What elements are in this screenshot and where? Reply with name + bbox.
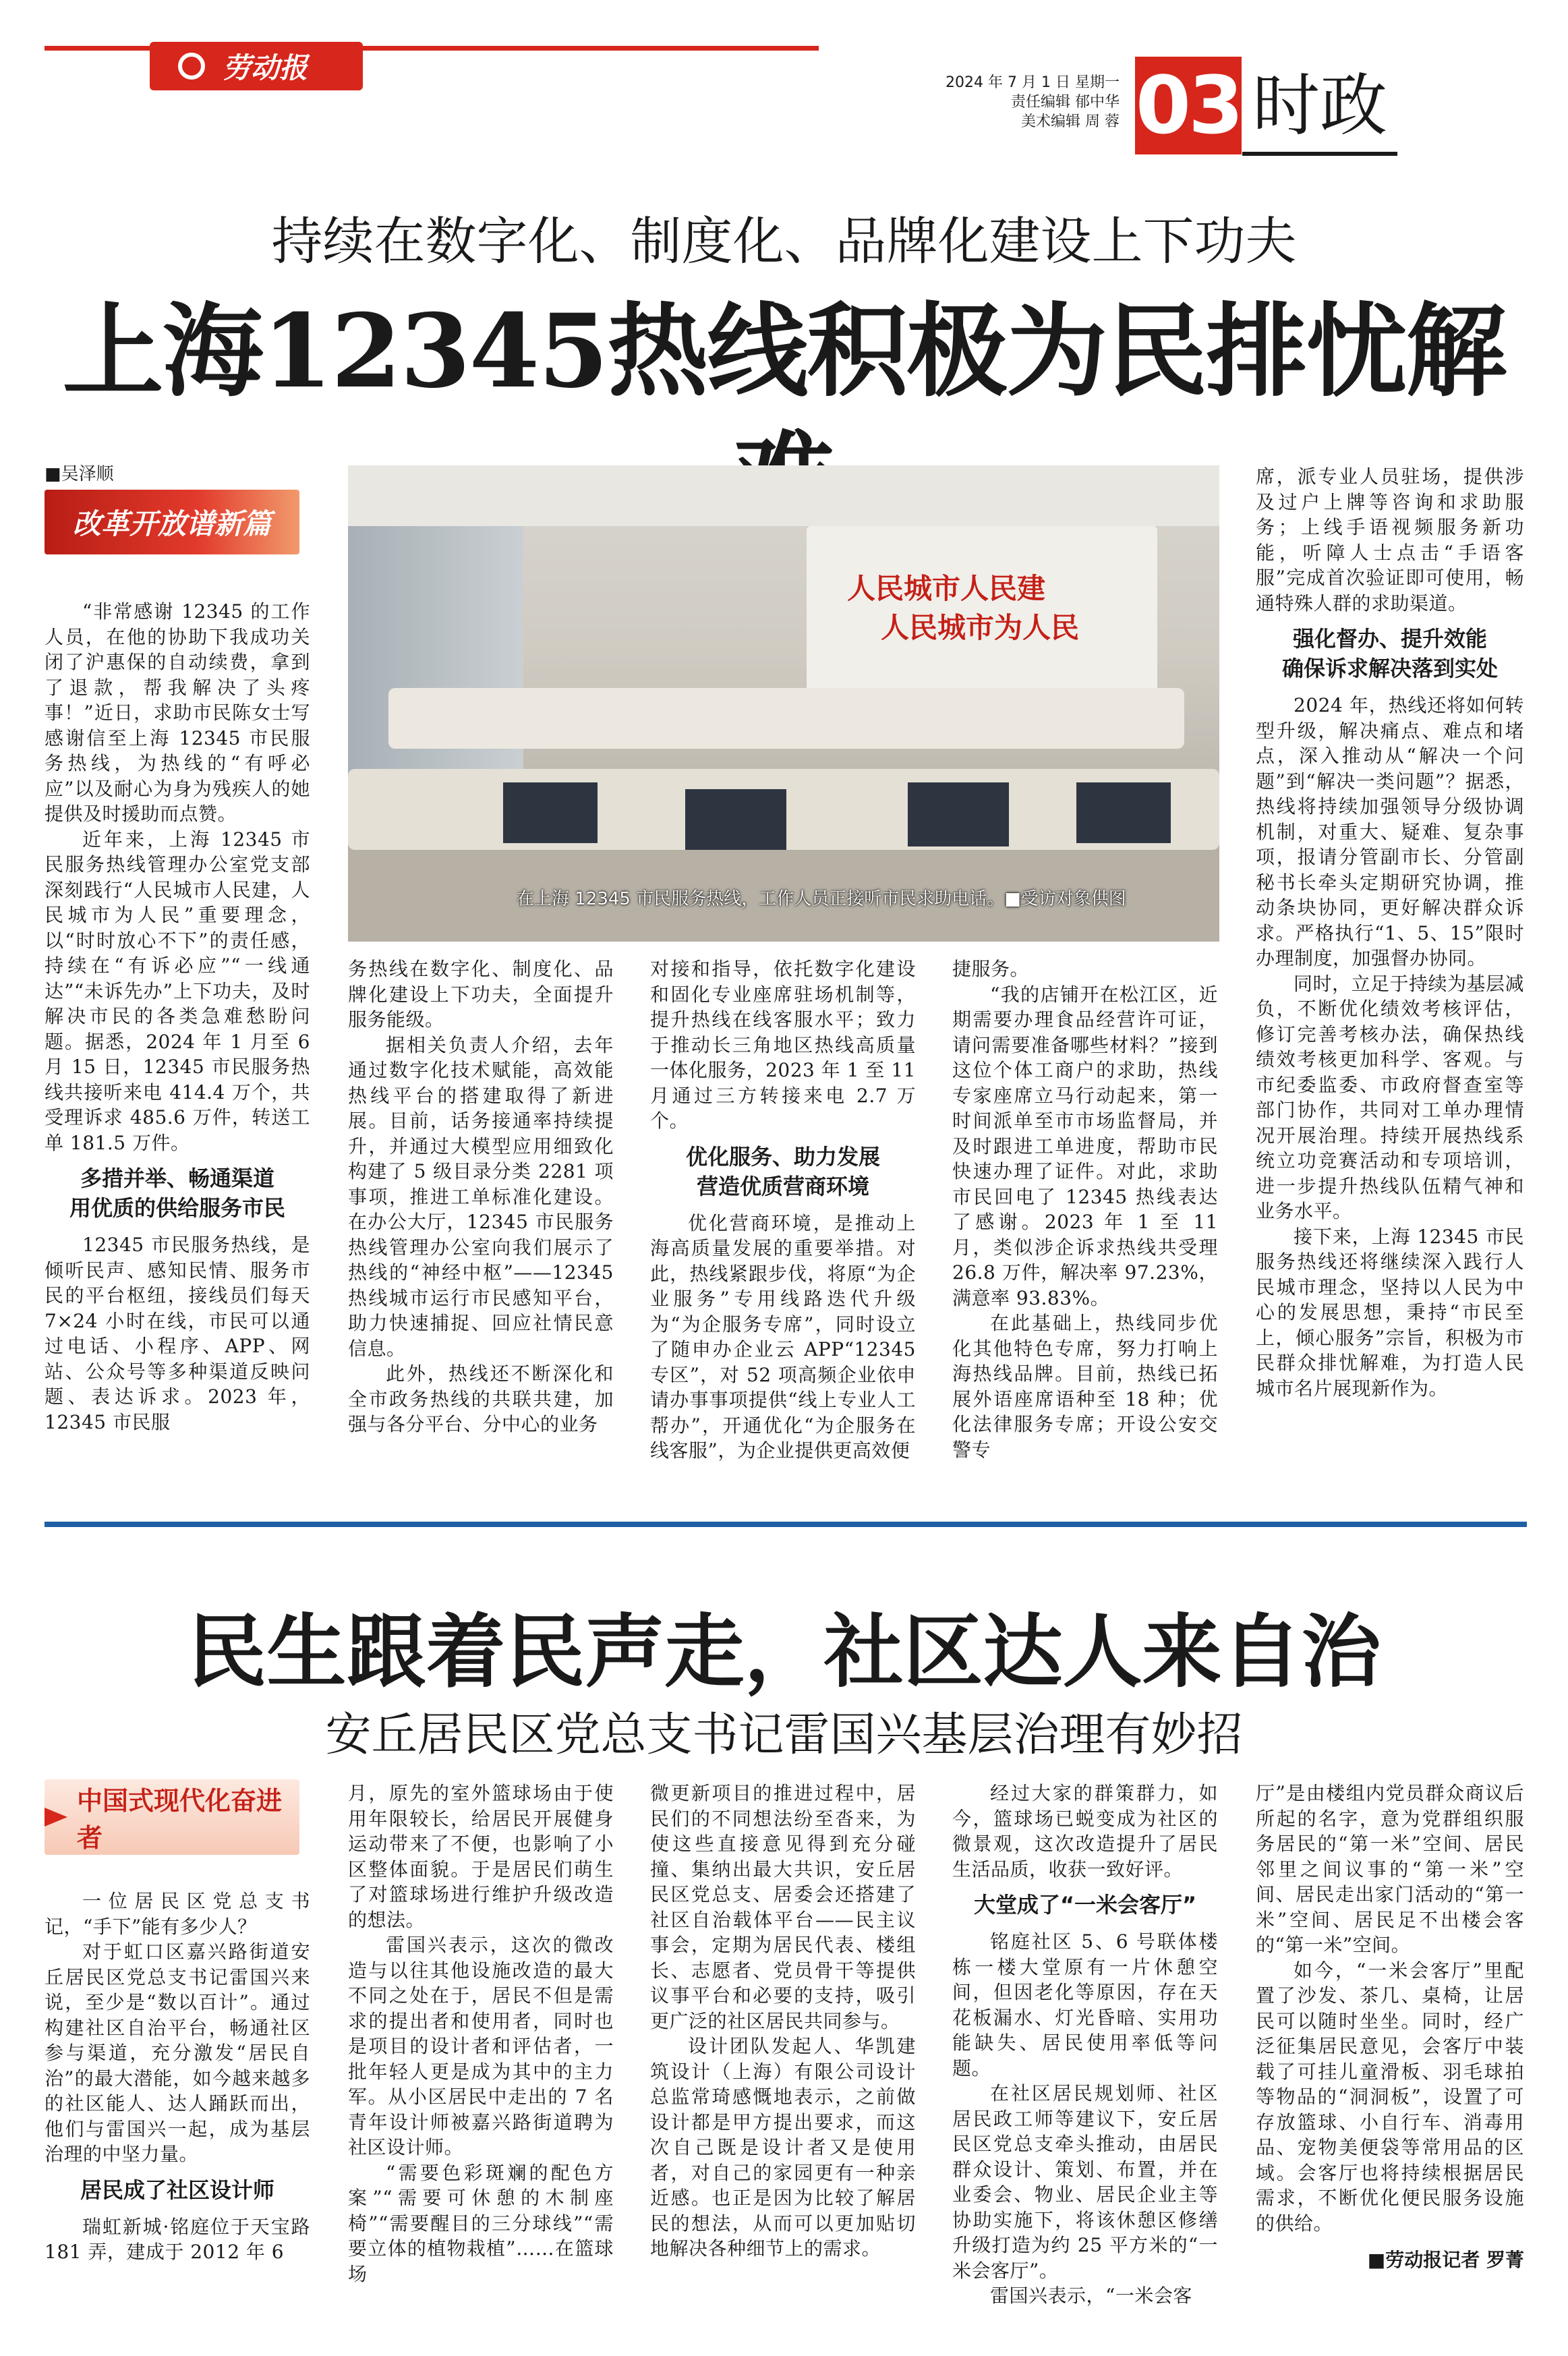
paragraph: 此外，热线还不断深化和全市政务热线的共联共建，加强与各分平台、分中心的业务: [348, 1362, 614, 1435]
photo-caption: 在上海 12345 市民服务热线，工作人员正接听市民求助电话。■受访对象供图: [517, 889, 1126, 909]
section-subhead: 多措并举、畅通渠道 用优质的供给服务市民: [69, 1166, 285, 1221]
paragraph: 月，原先的室外篮球场由于使用年限较长，给居民开展健身运动带来了不便，也影响了小区整体面貌。于是居民们萌生了对篮球场进行维护升级改造的想法。: [348, 1782, 614, 1931]
ceiling: [348, 465, 1219, 526]
paragraph: 雷国兴表示，“一米会客: [990, 2285, 1192, 2307]
slogan-line-2: 人民城市为人民: [881, 611, 1080, 644]
page-number: 03: [1135, 57, 1242, 154]
article1-column-2: [348, 956, 614, 1437]
section-subhead: 优化服务、助力发展 营造优质营商环境: [685, 1143, 880, 1199]
article2-subheadline: 安丘居民区党总支书记雷国兴基层治理有妙招: [325, 1708, 1243, 1762]
paragraph: “需要色彩斑斓的配色方案”“需要可休憩的木制座椅”“需要醒目的三分球线”“需要立体的植物栽植”……在篮球场: [348, 2161, 614, 2285]
column-badge-reform-label: 改革开放谱新篇: [72, 507, 271, 540]
paragraph: “我的店铺开在松江区，近期需要办理食品经营许可证，请问需要准备哪些材料？”接到这位个体工商户的求助，热线专家座席立马行动起来，第一时间派单至市市场监督局，并及时跟进工单进度，帮助市民快速办理了证件。对此，求助市民回电了 12345 热线表达了感谢。2023 年 1 至 11 月，类似涉企诉求热线共受理 26.8 万件，解决率 97.23%，满意率 93.83%。: [952, 983, 1218, 1309]
article1-byline: ■吴泽顺: [45, 464, 114, 484]
article2-column-5: [1256, 1781, 1524, 2272]
paragraph: 捷服务。: [952, 958, 1030, 980]
paragraph: 设计团队发起人、华凯建筑设计（上海）有限公司设计总监常琦感慨地表示，之前做设计都是甲方提出要求，而这次自己既是设计者又是使用者，对自己的家园更有一种亲近感。也正是因为比较了解居民的想法，从而可以更加贴切地解决各种细节上的需求。: [650, 2035, 916, 2260]
article1-column-4: [952, 956, 1218, 1462]
article1-column-1: [45, 599, 310, 1435]
section-subhead: 大堂成了“一米会客厅”: [973, 1892, 1197, 1918]
article-divider: [45, 1522, 1527, 1527]
editor-credit: 责任编辑 郁中华: [1011, 94, 1120, 111]
logo-icon: [178, 53, 205, 80]
logo-text: 劳动报: [223, 51, 308, 84]
paragraph: “非常感谢 12345 的工作人员，在他的协助下我成功关闭了沪惠保的自动续费，拿到了退款，帮我解决了头疼事！”近日，求助市民陈女士写感谢信至上海 12345 市民服务热线，为热线的“有呼必应”以及耐心为身为残疾人的她提供及时援助而点赞。: [45, 600, 310, 825]
article1-headline: 上海12345热线积极为民排忧解: [62, 292, 1506, 411]
article2-column-3: [650, 1781, 916, 2262]
paragraph: 在社区居民规划师、社区居民政工师等建议下，安丘居民区党总支牵头推动，由居民群众设计、策划、布置，并在业委会、物业、居民企业主等协助实施下，将该休憩区修缮升级打造为约 25 平方米的“一米会客厅”。: [952, 2082, 1218, 2282]
paragraph: 瑞虹新城·铭庭位于天宝路 181 弄，建成于 2012 年 6: [45, 2215, 310, 2263]
article2-column-1: [45, 1889, 310, 2265]
monitor-1: [503, 782, 598, 843]
paragraph: 微更新项目的推进过程中，居民们的不同想法纷至沓来，为使这些直接意见得到充分碰撞、集纳出最大共识，安丘居民区党总支、居委会还搭建了社区自治载体平台——民主议事会，定期为居民代表、楼组长、志愿者、党员骨干等提供议事平台和必要的支持，吸引更广泛的社区居民共同参与。: [650, 1782, 916, 2032]
paragraph: 对于虹口区嘉兴路街道安丘居民区党总支书记雷国兴来说，至少是“数以百计”。通过构建社区自治平台，畅通社区参与渠道，充分激发“居民自治”的最大潜能，如今越来越多的社区能人、达人踊跃而出，他们与雷国兴一起，成为基层治理的中坚力量。: [45, 1941, 310, 2165]
paragraph: 铭庭社区 5、6 号联体楼栋一楼大堂原有一片休憩空间，但因老化等原因，存在天花板漏水、灯光昏暗、实用功能缺失、居民使用率低等问题。: [952, 1930, 1218, 2079]
paragraph: 席，派专业人员驻场，提供涉及过户上牌等咨询和求助服务；上线手语视频服务新功能，听障人士点击“手语客服”完成首次验证即可使用，畅通特殊人群的求助渠道。: [1256, 465, 1524, 614]
slogan-line-1: 人民城市人民建: [847, 572, 1046, 605]
column-badge-modernization: [45, 1779, 299, 1855]
article2-headline: 民生跟着民声走，社区达人来自治: [187, 1605, 1381, 1698]
masthead-info: [917, 73, 1120, 132]
workstation-row-1: [388, 688, 1184, 749]
paragraph: 在此基础上，热线同步优化其他特色专席，努力打响上海热线品牌。目前，热线已拓展外语座席语种至 18 种；优化法律服务专席；开设公安交警专: [952, 1312, 1218, 1461]
column-badge-modernization-label: 中国式现代化奋进者: [77, 1786, 283, 1853]
paragraph: 务热线在数字化、制度化、品牌化建设上下功夫，全面提升服务能级。: [348, 958, 614, 1031]
window-wall: [348, 526, 523, 809]
column-badge-reform: [45, 490, 299, 554]
art-editor-credit: 美术编辑 周 蓉: [1021, 113, 1120, 130]
paragraph: 一位居民区党总支书记，“手下”能有多少人？: [45, 1890, 310, 1938]
paragraph: 接下来，上海 12345 市民服务热线还将继续深入践行人民城市理念，坚持以人民为中心的发展思想，秉持“市民至上，倾心服务”宗旨，积极为市民群众排忧解难，为打造人民城市名片展现新作为。: [1256, 1225, 1524, 1400]
paragraph: 如今，“一米会客厅”里配置了沙发、茶几、桌椅，让居民可以随时坐坐。同时，经广泛征集居民意见，会客厅中装载了可挂儿童滑板、羽毛球拍等物品的“洞洞板”，设置了可存放篮球、小自行车、消毒用品、宠物美便袋等常用品的区域。会客厅也将持续根据居民需求，不断优化便民服务设施的供给。: [1256, 1959, 1524, 2235]
article1-kicker: 持续在数字化、制度化、品牌化建设上下功夫: [271, 211, 1297, 271]
paragraph: 对接和指导，依托数字化建设和固化专业座席驻场机制等，提升热线在线客服水平；致力于推动长三角地区热线高质量一体化服务，2023 年 1 至 11 月通过三方转接来电 2.7 万个。: [650, 958, 916, 1132]
masthead-rule: [1242, 152, 1397, 156]
flag-icon: [45, 1808, 67, 1827]
article1-column-3: [650, 956, 916, 1464]
section-subhead: 强化督办、提升效能 确保诉求解决落到实处: [1281, 626, 1498, 681]
article1-column-5: [1256, 464, 1524, 1401]
paragraph: 同时，立足于持续为基层减负，不断优化绩效考核评估，修订完善考核办法，确保热线绩效考核更加科学、客观。与市纪委监委、市政府督查室等部门协作，共同对工单办理情况开展治理。持续开展热线系统立功竞赛活动和专项培训，进一步提升热线队伍精气神和业务水平。: [1256, 972, 1525, 1222]
article2-column-2: [348, 1781, 614, 2287]
monitor-2: [685, 789, 786, 853]
section-name: 时政: [1252, 66, 1387, 145]
paragraph: 优化营商环境，是推动上海高质量发展的重要举措。对此，热线紧跟步伐，将原“为企业服务”专用线路迭代升级为“为企服务专席”，同时设立了随申办企业云 APP“12345 专区”，对 52 项高频企业依申请办事事项提供“线上专业人工帮办”，开通优化“为企服务在线客服”，为企业提供更高效便: [650, 1211, 916, 1462]
paragraph: 经过大家的群策群力，如今，篮球场已蜕变成为社区的微景观，这次改造提升了居民生活品质，收获一致好评。: [952, 1782, 1218, 1880]
call-center-photo: [348, 465, 1219, 942]
monitor-3: [908, 782, 1009, 846]
section-subhead: 居民成了社区设计师: [80, 2177, 274, 2203]
article2-byline: ■劳动报记者 罗菁: [1367, 2249, 1524, 2271]
article2-column-4: [952, 1781, 1218, 2309]
paragraph: 据相关负责人介绍，去年通过数字化技术赋能，高效能热线平台的搭建取得了新进展。目前，话务接通率持续提升，并通过大模型应用细致化构建了 5 级目录分类 2281 项事项，推进工单标准化建设。在办公大厅，12345 市民服务热线管理办公室向我们展示了热线的“神经中枢”——12345 热线城市运行市民感知平台，助力快速捕捉、回应社情民意信息。: [348, 1033, 614, 1360]
paragraph: 12345 市民服务热线，是倾听民声、感知民情、服务市民的平台枢纽，接线员们每天 7×24 小时在线，市民可以通过电话、小程序、APP、网站、公众号等多种渠道反映问题、表达诉求。2023 年，12345 市民服: [45, 1234, 310, 1433]
paragraph: 近年来，上海 12345 市民服务热线管理办公室党支部深刻践行“人民城市人民建，人民城市为人民”重要理念，以“时时放心不下”的责任感，持续在“有诉必应”“一线通达”“未诉先办”上下功夫，及时解决市民的各类急难愁盼问题。据悉，2024 年 1 月至 6 月 15 日，12345 市民服务热线共接听来电 414.4 万个，共受理诉求 485.6 万件，转送工单 181.5 万件。: [45, 828, 310, 1154]
paragraph: 2024 年，热线还将如何转型升级，解决痛点、难点和堵点，深入推动从“解决一个问题”到“解决一类问题”？据悉，热线将持续加强领导分级协调机制，对重大、疑难、复杂事项，报请分管副市长、分管副秘书长牵头定期研究协调，推动条块协同，更好解决群众诉求。严格执行“1、5、15”限时办理制度，加强督办协同。: [1256, 694, 1524, 969]
logo-badge: [150, 42, 363, 90]
issue-date: 2024 年 7 月 1 日 星期一: [946, 74, 1120, 91]
monitor-4: [1076, 782, 1171, 843]
paragraph: 厅”是由楼组内党员群众商议后所起的名字，意为党群组织服务居民的“第一米”空间、居民邻里之间议事的“第一米”空间、居民走出家门活动的“第一米”空间、居民足不出楼会客的“第一米”空间。: [1256, 1782, 1524, 1956]
paragraph: 雷国兴表示，这次的微改造与以往其他设施改造的最大不同之处在于，居民不但是需求的提出者和使用者，同时也是项目的设计者和评估者，一批年轻人更是成为其中的主力军。从小区居民中走出的 7 名青年设计师被嘉兴路街道聘为社区设计师。: [348, 1934, 614, 2158]
